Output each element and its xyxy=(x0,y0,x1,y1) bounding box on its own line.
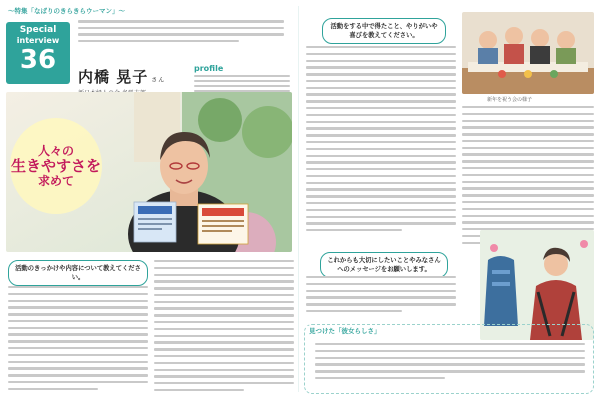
question-heading-3: これからも大切にしたいことやみなさんへのメッセージをお願いします。 xyxy=(320,252,448,278)
body-column-1-lines xyxy=(8,286,148,395)
badge-number: 36 xyxy=(19,45,57,75)
body-column-2-lines xyxy=(154,260,294,396)
catch-copy xyxy=(10,118,102,214)
body-column-5 xyxy=(306,276,456,317)
interviewee-name: 内橋 晃子 さん xyxy=(78,68,166,86)
catch-copy-line-3: 求めて xyxy=(37,173,74,188)
feature-kicker: ～特集「なばりのきらきらウーマン」～ xyxy=(8,7,125,15)
intro-text xyxy=(78,20,284,46)
question-heading-1: 活動をする中で得たこと、やりがいや喜びを教えてください。 xyxy=(322,18,446,44)
body-column-3 xyxy=(306,46,456,236)
profile-label: profile xyxy=(194,64,224,73)
catch-copy-line-1: 人々の xyxy=(37,143,74,158)
group-photo-caption: 新年を祝う会の様子 xyxy=(487,97,533,103)
honorific: さん xyxy=(151,77,166,84)
column-separator xyxy=(298,6,299,392)
body-column-1 xyxy=(8,286,148,395)
question-heading-2: 活動のきっかけや内容について教えてください。 xyxy=(8,260,148,286)
body-column-4-lines xyxy=(462,106,594,248)
footer-label: 見つけた「彼女らしさ」 xyxy=(306,326,384,335)
catch-copy-line-2: 生きやすさを xyxy=(10,156,101,175)
group-illustration xyxy=(462,12,594,94)
body-column-5-lines xyxy=(306,276,456,317)
body-column-3-lines xyxy=(306,46,456,236)
body-column-2 xyxy=(154,260,294,396)
body-column-4 xyxy=(462,106,594,248)
group-photo xyxy=(462,12,594,94)
badge-line-1: Special xyxy=(19,25,57,35)
special-interview-badge xyxy=(6,22,70,84)
badge-line-2: interview xyxy=(16,36,60,45)
footer-text-lines xyxy=(315,343,585,384)
intro-text-lines xyxy=(78,20,284,46)
